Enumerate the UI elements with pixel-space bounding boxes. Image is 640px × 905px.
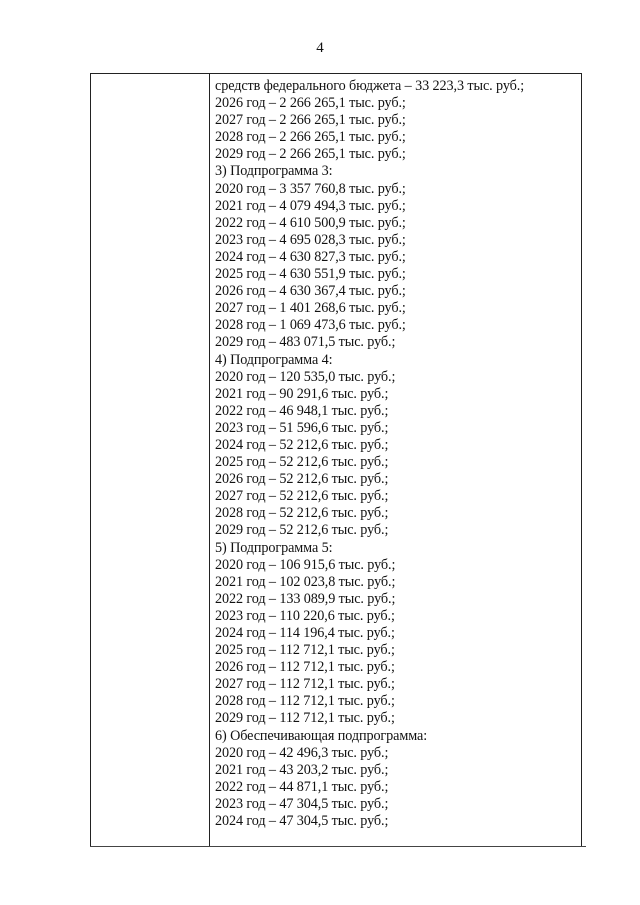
- text-line: 2022 год – 4 610 500,9 тыс. руб.;: [215, 214, 406, 231]
- text-line: 2027 год – 1 401 268,6 тыс. руб.;: [215, 300, 406, 317]
- text-line: 2028 год – 1 069 473,6 тыс. руб.;: [215, 317, 406, 334]
- text-line: 3) Подпрограмма 3:: [215, 163, 333, 180]
- text-line: 2025 год – 4 630 551,9 тыс. руб.;: [215, 266, 406, 283]
- text-line: 2027 год – 52 212,6 тыс. руб.;: [215, 488, 389, 505]
- text-line: 2022 год – 44 871,1 тыс. руб.;: [215, 778, 389, 795]
- text-line: 2029 год – 52 212,6 тыс. руб.;: [215, 522, 389, 539]
- text-line: 2026 год – 52 212,6 тыс. руб.;: [215, 471, 389, 488]
- text-line: 2020 год – 3 357 760,8 тыс. руб.;: [215, 180, 406, 197]
- text-line: 2021 год – 43 203,2 тыс. руб.;: [215, 761, 389, 778]
- text-line: 2029 год – 483 071,5 тыс. руб.;: [215, 334, 396, 351]
- text-line: 2024 год – 47 304,5 тыс. руб.;: [215, 813, 389, 830]
- text-line: 2023 год – 4 695 028,3 тыс. руб.;: [215, 231, 406, 248]
- text-line: 2028 год – 2 266 265,1 тыс. руб.;: [215, 129, 406, 146]
- column-divider: [209, 74, 210, 847]
- text-line: 2022 год – 46 948,1 тыс. руб.;: [215, 402, 389, 419]
- text-line: 2027 год – 2 266 265,1 тыс. руб.;: [215, 112, 406, 129]
- text-line: 2027 год – 112 712,1 тыс. руб.;: [215, 676, 395, 693]
- text-line: 2021 год – 102 023,8 тыс. руб.;: [215, 573, 396, 590]
- text-line: 2024 год – 4 630 827,3 тыс. руб.;: [215, 248, 406, 265]
- text-line: 2024 год – 114 196,4 тыс. руб.;: [215, 625, 395, 641]
- document-table: [90, 73, 582, 846]
- text-line: 5) Подпрограмма 5:: [215, 539, 333, 556]
- text-line: 2020 год – 42 496,3 тыс. руб.;: [215, 744, 389, 761]
- text-line: 6) Обеспечивающая подпрограмма:: [215, 727, 428, 744]
- text-line: 2020 год – 120 535,0 тыс. руб.;: [215, 368, 396, 385]
- text-line: 2020 год – 106 915,6 тыс. руб.;: [215, 556, 396, 573]
- table-bottom-rule: [90, 846, 586, 847]
- text-line: 2025 год – 112 712,1 тыс. руб.;: [215, 642, 395, 659]
- text-line: 2024 год – 52 212,6 тыс. руб.;: [215, 436, 389, 453]
- text-line: 2022 год – 133 089,9 тыс. руб.;: [215, 590, 396, 607]
- text-line: 2023 год – 51 596,6 тыс. руб.;: [215, 419, 389, 436]
- table-left-cell: [91, 74, 209, 847]
- text-line: 2021 год – 4 079 494,3 тыс. руб.;: [215, 197, 406, 214]
- text-line: 2029 год – 2 266 265,1 тыс. руб.;: [215, 146, 406, 163]
- text-line: 2026 год – 2 266 265,1 тыс. руб.;: [215, 95, 406, 112]
- text-line: 2026 год – 112 712,1 тыс. руб.;: [215, 659, 395, 676]
- text-line: средств федерального бюджета – 33 223,3 тыс. руб.;: [215, 78, 525, 94]
- text-line: 2028 год – 112 712,1 тыс. руб.;: [215, 693, 395, 710]
- text-line: 2026 год – 4 630 367,4 тыс. руб.;: [215, 283, 406, 300]
- text-line: 2023 год – 110 220,6 тыс. руб.;: [215, 607, 395, 624]
- funding-text-cell: [215, 78, 575, 830]
- text-line: 2021 год – 90 291,6 тыс. руб.;: [215, 385, 389, 402]
- text-line: 2029 год – 112 712,1 тыс. руб.;: [215, 710, 395, 727]
- text-line: 2023 год – 47 304,5 тыс. руб.;: [215, 795, 389, 812]
- page-number: 4: [316, 40, 324, 56]
- text-line: 2028 год – 52 212,6 тыс. руб.;: [215, 505, 389, 522]
- text-line: 2025 год – 52 212,6 тыс. руб.;: [215, 454, 389, 471]
- text-line: 4) Подпрограмма 4:: [215, 351, 333, 368]
